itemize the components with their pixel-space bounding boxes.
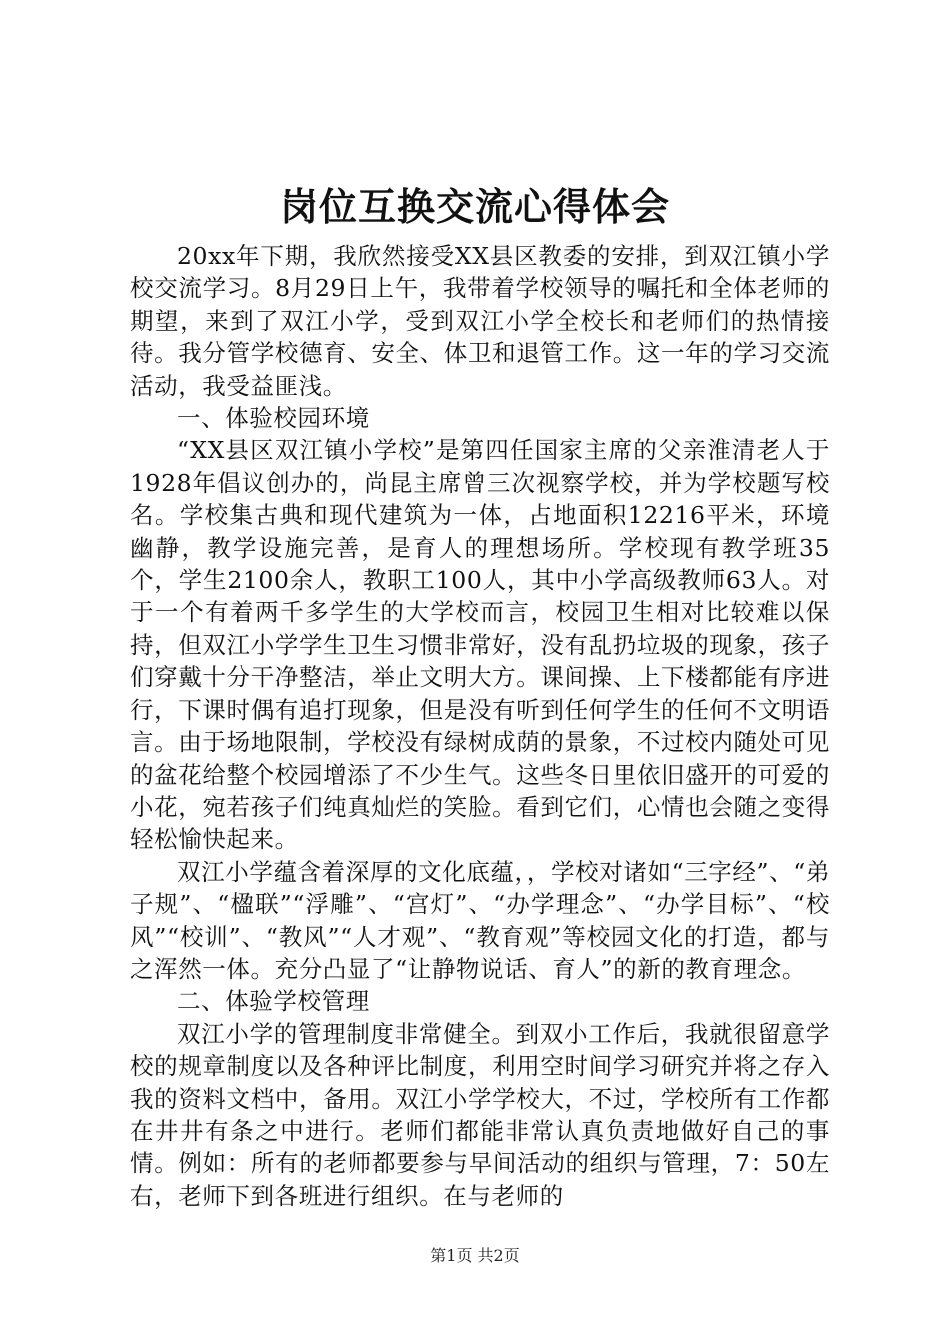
paragraph-intro: 20xx年下期，我欣然接受XX县区教委的安排，到双江镇小学校交流学习。8月29日上午，我带着学校领导的嘱托和全体老师的期望，来到了双江小学，受到双江小学全校长和老师们的热情接待。我分管学校德育、安全、体卫和退管工作。这一年的学习交流活动，我受益匪浅。: [130, 242, 830, 400]
section-heading-2: 二、体验学校管理: [177, 987, 370, 1016]
section-heading-1: 一、体验校园环境: [177, 404, 370, 433]
document-title: 岗位互换交流心得体会: [279, 184, 670, 229]
paragraph-school-management: 双江小学的管理制度非常健全。到双小工作后，我就很留意学校的规章制度以及各种评比制度，利用空时间学习研究并将之存入我的资料文档中，备用。双江小学学校大，不过，学校所有工作都在井井有条之中进行。老师们都能非常认真负责地做好自己的事情。例如：所有的老师都要参与早间活动的组织与管理，7：50左右，老师下到各班进行组织。在与老师的: [130, 1019, 830, 1210]
paragraph-campus-environment: “XX县区双江镇小学校”是第四任国家主席的父亲淮清老人于1928年倡议创办的，尚昆主席曾三次视察学校，并为学校题写校名。学校集古典和现代建筑为一体，占地面积12216平米，环境幽静，教学设施完善，是育人的理想场所。学校现有教学班35个，学生2100余人，教职工100人，其中小学高级教师63人。对于一个有着两千多学生的大学校而言，校园卫生相对比较难以保持，但双江小学学生卫生习惯非常好，没有乱扔垃圾的现象，孩子们穿戴十分干净整洁，举止文明大方。课间操、上下楼都能有序进行，下课时偶有追打现象，但是没有听到任何学生的任何不文明语言。由于场地限制，学校没有绿树成荫的景象，不过校内随处可见的盆花给整个校园增添了不少生气。这些冬日里依旧盛开的可爱的小花，宛若孩子们纯真灿烂的笑脸。看到它们，心情也会随之变得轻松愉快起来。: [130, 436, 830, 854]
page-footer: 第1页 共2页: [430, 1246, 520, 1265]
document-body: [130, 240, 830, 1212]
paragraph-campus-culture: 双江小学蕴含着深厚的文化底蕴，，学校对诸如“三字经”、“弟子规”、“楹联”“浮雕”、“宫灯”、“办学理念”、“办学目标”、“校风”“校训”、“教风”“人才观”、“教育观”等校园文化的打造，都与之浑然一体。充分凸显了“让静物说话、育人”的新的教育理念。: [130, 857, 830, 983]
